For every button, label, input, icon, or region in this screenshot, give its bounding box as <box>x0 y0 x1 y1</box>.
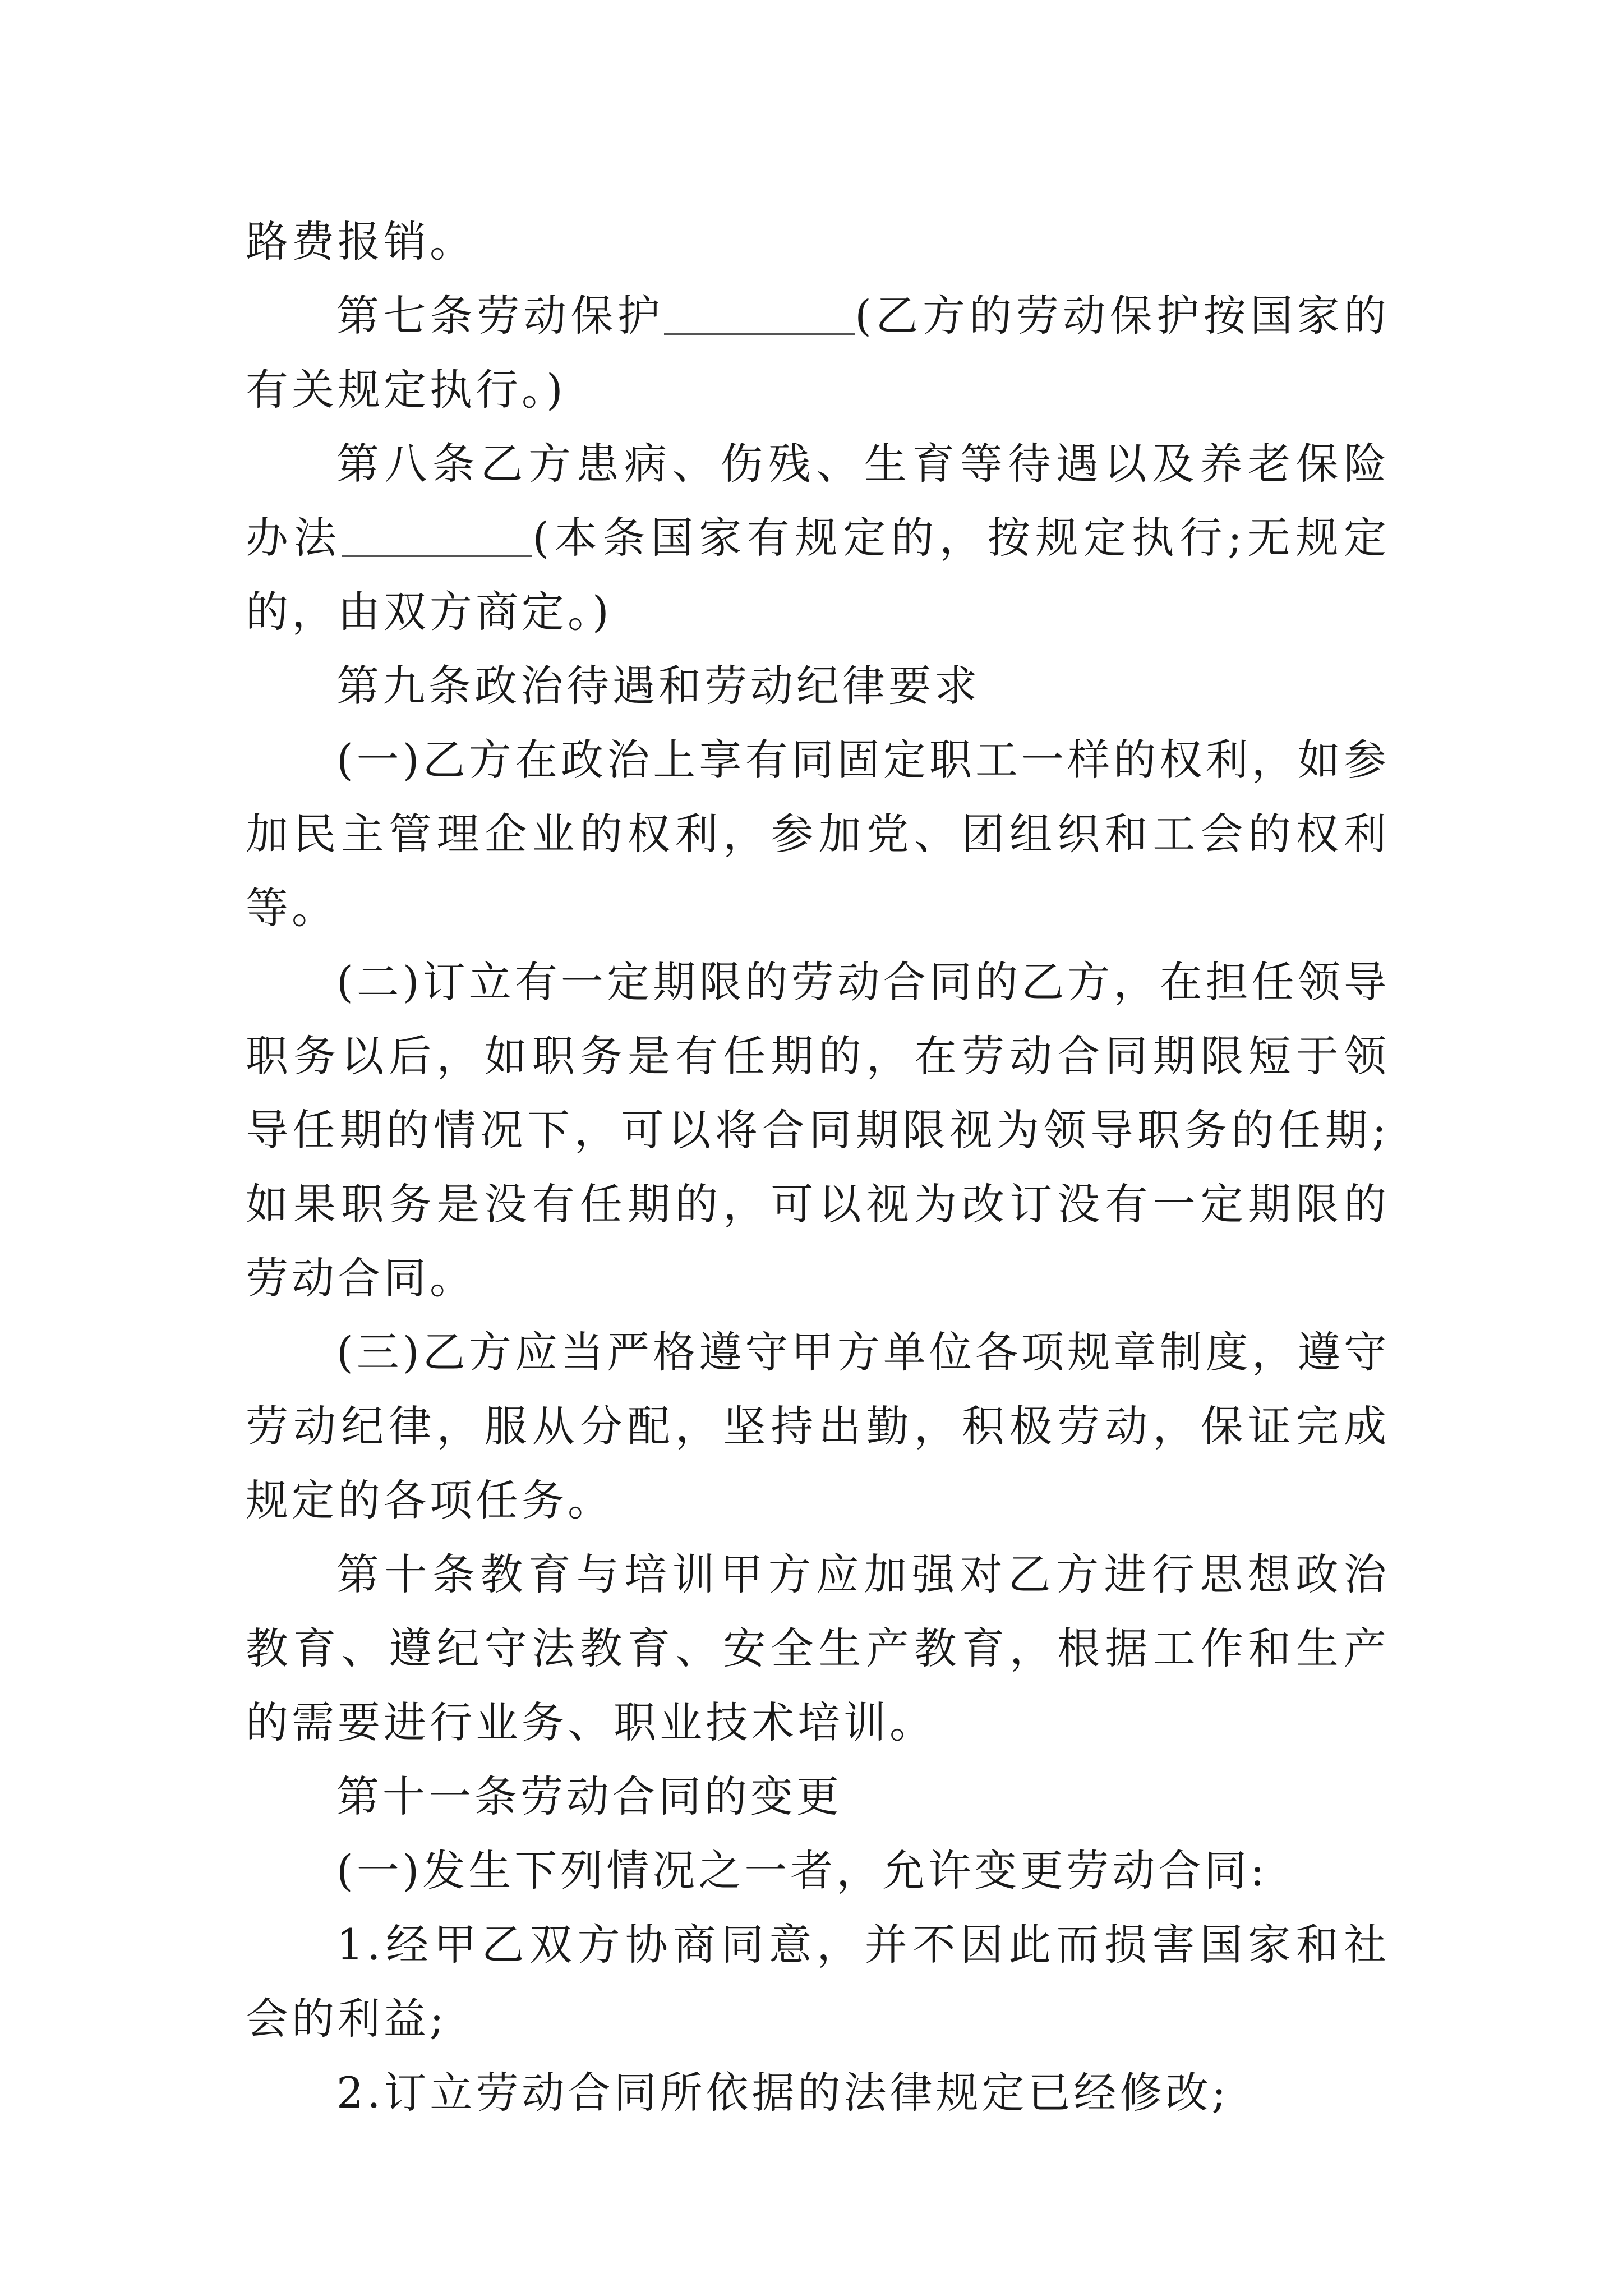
document-body <box>246 205 1390 2130</box>
fill-in-blank-article-7[interactable] <box>664 291 855 335</box>
article-7-text: (乙方的劳动保护按国家的有关规定执行。) <box>246 291 1390 415</box>
paragraph-article-11-heading: 第十一条劳动合同的变更 <box>336 1772 842 1821</box>
paragraph-article-9-heading: 第九条政治待遇和劳动纪律要求 <box>336 661 980 711</box>
article-7-title: 第七条劳动保护 <box>336 291 665 341</box>
paragraph-article-11-point-2: 2.订立劳动合同所依据的法律规定已经修改; <box>336 2068 1230 2118</box>
paragraph-travel-expense: 路费报销。 <box>246 217 476 266</box>
paragraph-article-9-item-2: (二)订立有一定期限的劳动合同的乙方，在担任领导职务以后，如职务是有任期的，在劳动合同期限短于领导任期的情况下，可以将合同期限视为领导职务的任期;如果职务是没有任期的，可以视为改订没有一定期限的劳动合同。 <box>246 957 1390 1303</box>
paragraph-article-7 <box>246 279 1390 427</box>
paragraph-article-9-item-1: (一)乙方在政治上享有同固定职工一样的权利，如参加民主管理企业的权利，参加党、团组织和工会的权利等。 <box>246 735 1390 933</box>
fill-in-blank-article-8[interactable] <box>342 513 532 557</box>
paragraph-article-8 <box>246 427 1390 649</box>
article-8-text: (本条国家有规定的，按规定执行;无规定的，由双方商定。) <box>246 513 1390 637</box>
paragraph-article-9-item-3: (三)乙方应当严格遵守甲方单位各项规章制度，遵守劳动纪律，服从分配，坚持出勤，积极劳动，保证完成规定的各项任务。 <box>246 1327 1390 1525</box>
paragraph-article-11-point-1: 1.经甲乙双方协商同意，并不因此而损害国家和社会的利益; <box>246 1920 1390 2044</box>
article-8-title: 第八条乙方患病、伤残、生育等待遇以及养老保险办法 <box>246 439 1390 563</box>
paragraph-article-10: 第十条教育与培训甲方应加强对乙方进行思想政治教育、遵纪守法教育、安全生产教育，根据工作和生产的需要进行业务、职业技术培训。 <box>246 1549 1390 1747</box>
paragraph-article-11-item-1: (一)发生下列情况之一者，允许变更劳动合同: <box>336 1846 1268 1895</box>
